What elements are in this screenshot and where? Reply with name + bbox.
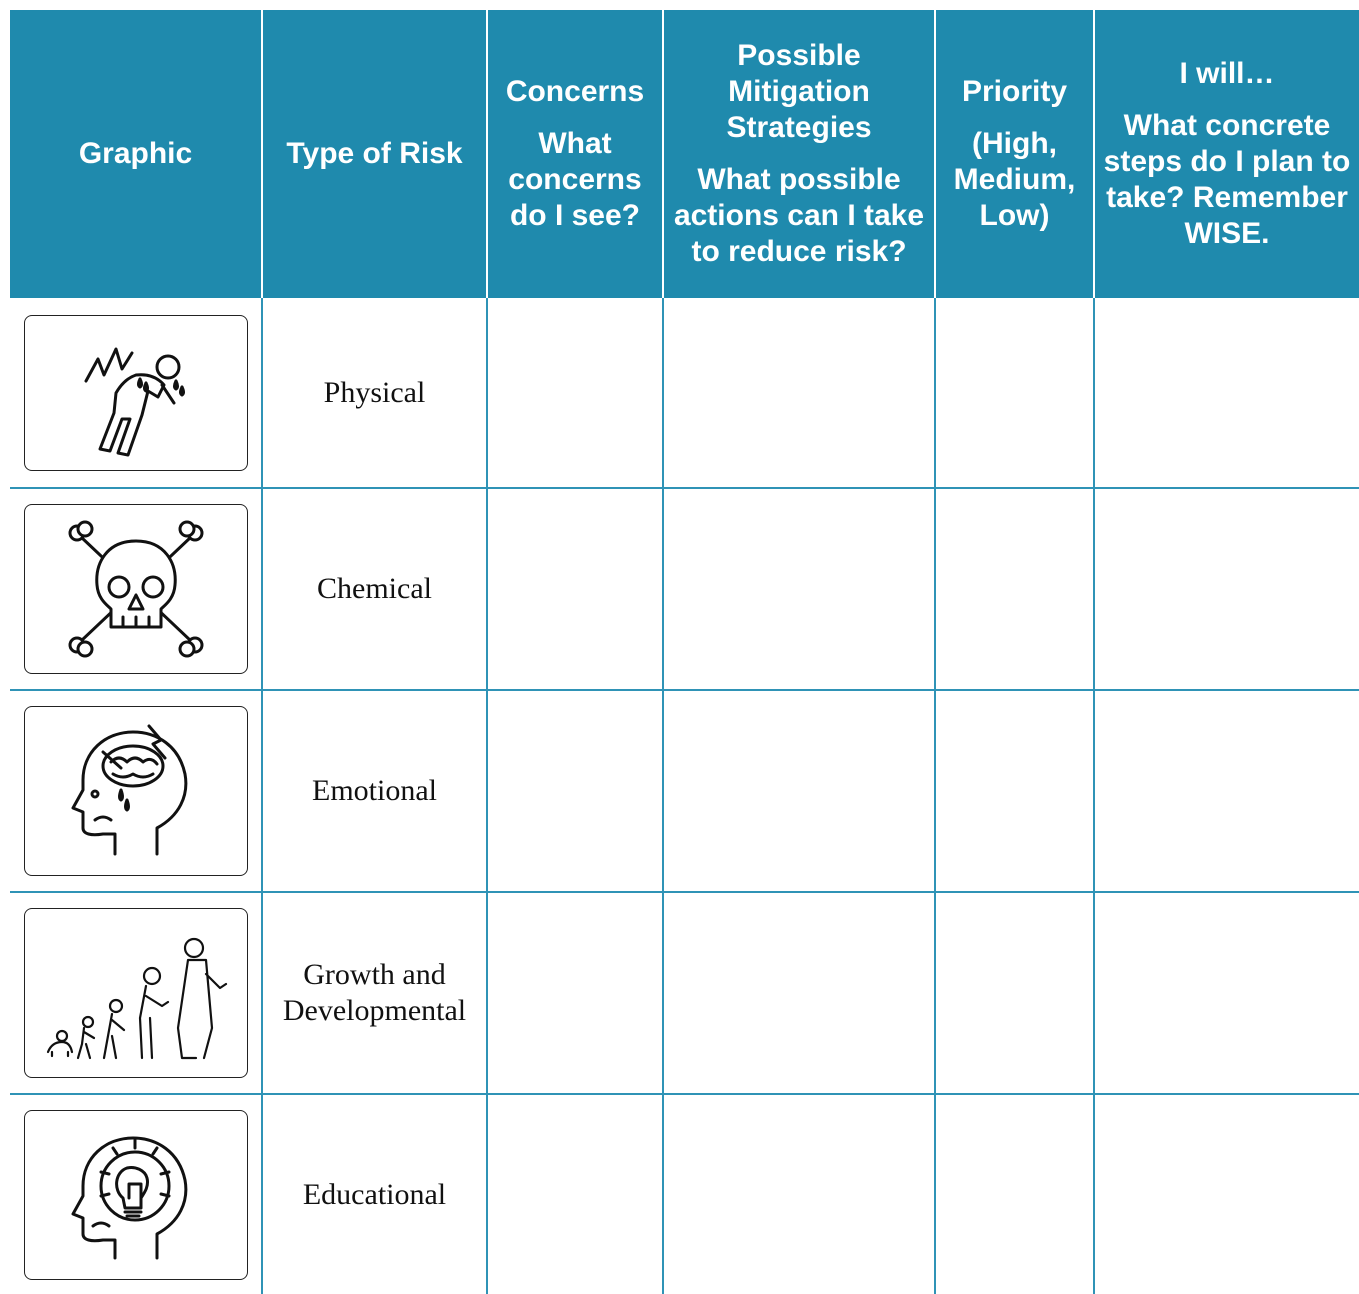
graphic-cell [10,488,262,690]
risk-row-physical [10,298,1359,488]
header-mitigation-title: Possible Mitigation Strategies [726,39,872,144]
risk-row-growth [10,892,1359,1094]
header-mitigation-question: What possible actions can I take to reduce risk? [673,163,925,268]
header-i-will-title: I will… [1179,57,1275,90]
header-concerns [487,10,663,298]
concerns-cell[interactable] [487,298,663,488]
risk-type-cell: Growth and Developmental [262,892,487,1094]
mitigation-cell[interactable] [663,298,935,488]
i-will-cell[interactable] [1094,690,1359,892]
header-i-will-question: What concrete steps do I plan to take? Remember WISE. [1103,109,1351,250]
graphic-cell [10,1094,262,1294]
risk-type-cell: Physical [262,298,487,488]
lightbulb-head-icon [24,1110,248,1280]
graphic-cell [10,298,262,488]
risk-assessment-table [10,10,1359,1294]
concerns-cell[interactable] [487,488,663,690]
i-will-cell[interactable] [1094,298,1359,488]
header-concerns-question: What concerns do I see? [508,127,642,232]
mitigation-cell[interactable] [663,488,935,690]
i-will-cell[interactable] [1094,1094,1359,1294]
risk-assessment-sheet [10,10,1359,1293]
risk-type-cell: Chemical [262,488,487,690]
i-will-cell[interactable] [1094,488,1359,690]
i-will-cell[interactable] [1094,892,1359,1094]
header-priority [935,10,1094,298]
header-graphic: Graphic [10,10,262,298]
risk-type-cell: Educational [262,1094,487,1294]
stressed-head-icon [24,706,248,876]
header-concerns-title: Concerns [505,75,645,108]
header-row [10,10,1359,298]
risk-row-emotional [10,690,1359,892]
back-pain-icon [24,315,248,471]
priority-cell[interactable] [935,1094,1094,1294]
priority-cell[interactable] [935,892,1094,1094]
concerns-cell[interactable] [487,690,663,892]
risk-row-educational [10,1094,1359,1294]
header-type-of-risk: Type of Risk [262,10,487,298]
header-priority-options: (High, Medium, Low) [953,127,1076,232]
human-growth-icon [24,908,248,1078]
header-priority-title: Priority [961,75,1068,108]
mitigation-cell[interactable] [663,690,935,892]
priority-cell[interactable] [935,298,1094,488]
priority-cell[interactable] [935,488,1094,690]
graphic-cell [10,892,262,1094]
concerns-cell[interactable] [487,892,663,1094]
mitigation-cell[interactable] [663,892,935,1094]
header-mitigation [663,10,935,298]
risk-type-cell: Emotional [262,690,487,892]
skull-crossbones-icon [24,504,248,674]
mitigation-cell[interactable] [663,1094,935,1294]
graphic-cell [10,690,262,892]
risk-row-chemical [10,488,1359,690]
concerns-cell[interactable] [487,1094,663,1294]
priority-cell[interactable] [935,690,1094,892]
header-i-will [1094,10,1359,298]
